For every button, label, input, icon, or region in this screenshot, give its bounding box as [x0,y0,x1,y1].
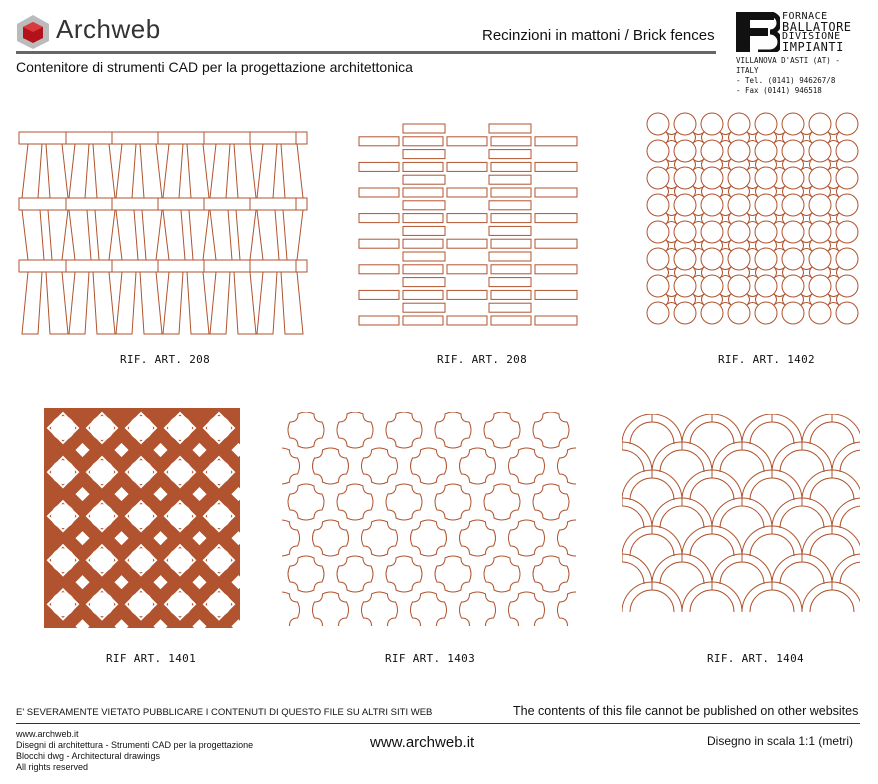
brand-address-line: - Fax (0141) 946518 [736,86,822,95]
archweb-logo-text: Archweb [56,14,161,44]
brand-name-line: FORNACE [782,11,828,22]
brand-name-line: DIVISIONE [782,31,841,42]
fb-logo-icon [736,12,780,52]
footer-warning-it: E' SEVERAMENTE VIETATO PUBBLICARE I CONTENUTI DI QUESTO FILE SU ALTRI SITI WEB [16,707,433,718]
pattern-label: RIF ART. 1403 [385,652,475,665]
pattern-art-1404 [622,414,860,628]
header-divider [16,51,716,54]
pattern-art-1403 [282,412,576,626]
pattern-label: RIF ART. 1401 [106,652,196,665]
brand-name [782,12,852,52]
pattern-label: RIF. ART. 208 [437,353,527,366]
page-title: Recinzioni in mattoni / Brick fences [482,27,715,44]
pattern-art-1401 [44,408,240,628]
brand-name-line: BALLATORE [782,20,852,34]
pattern-art-208-b [358,122,580,328]
pattern-art-208-a [18,128,310,336]
pattern-label: RIF. ART. 208 [120,353,210,366]
footer-line: www.archweb.it [16,729,79,739]
brand-address [736,56,866,96]
fornace-ballatore-brand [736,11,866,95]
brand-address-line: VILLANOVA D'ASTI (AT) - ITALY [736,56,840,75]
footer-scale: Disegno in scala 1:1 (metri) [707,734,854,748]
pattern-label: RIF. ART. 1402 [718,353,815,366]
brand-address-line: - Tel. (0141) 946267/8 [736,76,836,85]
footer-line: All rights reserved [16,762,89,772]
pattern-label: RIF. ART. 1404 [707,652,804,665]
footer-line: Blocchi dwg - Architectural drawings [16,751,161,761]
brand-name-line: IMPIANTI [782,40,844,54]
footer-divider [16,723,860,724]
page-subtitle: Contenitore di strumenti CAD per la progettazione architettonica [16,59,413,75]
footer-website: www.archweb.it [370,734,475,751]
pattern-art-1402 [644,110,862,328]
footer-warning-en: The contents of this file cannot be published on other websites [513,704,859,718]
archweb-logo-icon [16,14,50,50]
footer-line: Disegni di architettura - Strumenti CAD per la progettazione [16,740,254,750]
